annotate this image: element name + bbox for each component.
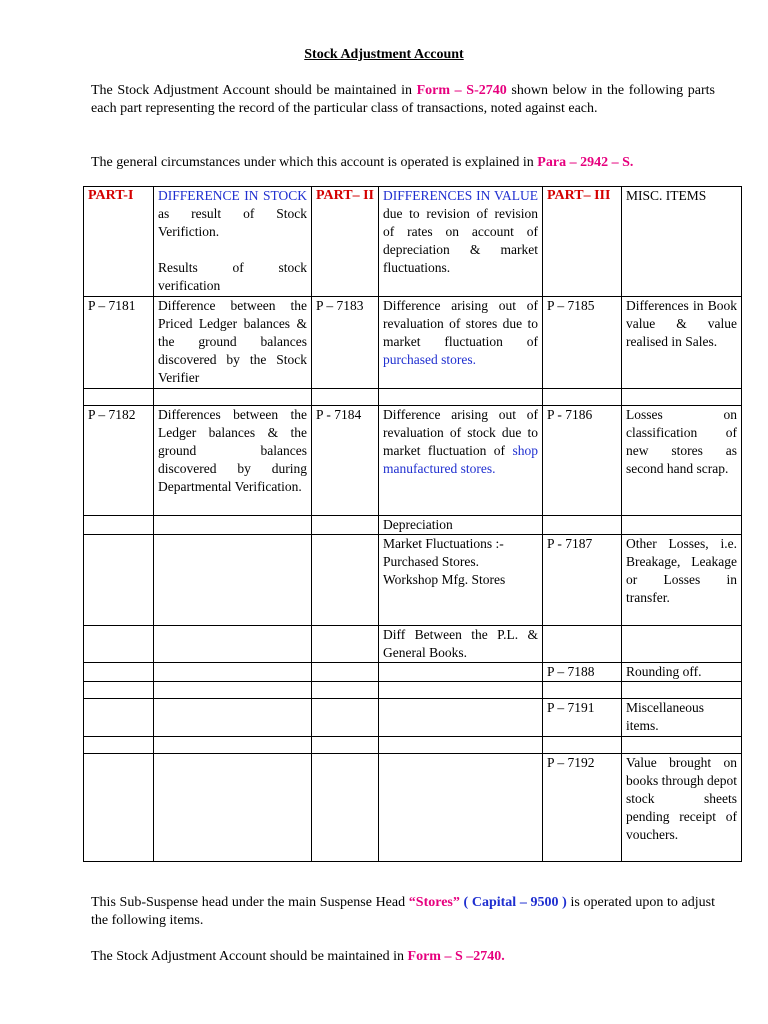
circumstances-paragraph — [91, 154, 715, 172]
description-cell: Difference arising out of revaluation of stores due to market fluctuation of purchased stores. — [379, 297, 543, 389]
table-row — [84, 406, 742, 516]
description-cell: Diff Between the P.L. & General Books. — [379, 626, 543, 663]
intro-text-after: shown below in the following parts each part representing the record of the particular class of transactions, noted against each. — [91, 83, 716, 116]
code-cell: P - 7187 — [543, 535, 622, 626]
table-row — [84, 699, 742, 737]
code-cell: P – 7183 — [312, 297, 379, 389]
description-cell: Differences between the Ledger balances & the ground balances discovered by during Departmental Verification. — [154, 406, 312, 516]
table-header-row — [84, 187, 742, 297]
description-cell: Depreciation — [379, 516, 543, 535]
document-title: Stock Adjustment Account — [304, 47, 464, 62]
description-cell: Differences in Book value & value realised in Sales. — [622, 297, 742, 389]
part-1-label: PART-I — [84, 187, 154, 297]
code-cell: P – 7182 — [84, 406, 154, 516]
part-1-description: DIFFERENCE IN STOCK as result of Stock Verifiction. Results of stock verification — [154, 187, 312, 297]
description-cell: Other Losses, i.e. Breakage, Leakage or Losses in transfer. — [622, 535, 742, 626]
part-2-description: DIFFERENCES IN VALUE due to revision of revision of rates on account of depreciation & market fluctuations. — [379, 187, 543, 297]
description-cell: Value brought on books through depot stock sheets pending receipt of vouchers. — [622, 754, 742, 862]
circumstances-para-ref: Para – 2942 – S. — [537, 155, 634, 170]
circumstances-text: The general circumstances under which this account is operated is explained in — [91, 155, 538, 170]
code-cell: P – 7181 — [84, 297, 154, 389]
description-cell: Losses on classification of new stores as second hand scrap. — [622, 406, 742, 516]
description-cell: Miscellaneous items. — [622, 699, 742, 737]
intro-paragraph — [91, 82, 715, 118]
table-row — [84, 754, 742, 862]
closing-paragraph: The Stock Adjustment Account should be maintained in Form – S –2740. — [91, 949, 505, 964]
table-row — [84, 682, 742, 699]
code-cell: P – 7188 — [543, 663, 622, 682]
description-cell: Difference arising out of revaluation of stock due to market fluctuation of shop manufactured stores. — [379, 406, 543, 516]
description-cell: Difference between the Priced Ledger balances & the ground balances discovered by the Stock Verifier — [154, 297, 312, 389]
description-cell: Market Fluctuations :- Purchased Stores. Workshop Mfg. Stores — [379, 535, 543, 626]
intro-text-before: The Stock Adjustment Account should be maintained in — [91, 83, 417, 98]
subsuspense-paragraph: This Sub-Suspense head under the main Suspense Head “Stores” ( Capital – 9500 ) is operated upon to adjust the following items. — [91, 895, 715, 928]
code-cell: P - 7186 — [543, 406, 622, 516]
part-3-description: MISC. ITEMS — [622, 187, 742, 297]
stores-ref: “Stores” — [408, 895, 460, 910]
table-row — [84, 737, 742, 754]
code-cell: P – 7185 — [543, 297, 622, 389]
stock-adjustment-table — [83, 186, 742, 862]
code-cell: P – 7191 — [543, 699, 622, 737]
code-cell: P – 7192 — [543, 754, 622, 862]
part-3-label: PART– III — [543, 187, 622, 297]
table-row — [84, 535, 742, 626]
table-row — [84, 516, 742, 535]
table-row — [84, 626, 742, 663]
closing-form-ref: Form – S –2740. — [407, 949, 505, 964]
table-row — [84, 297, 742, 389]
intro-form-ref: Form – S-2740 — [416, 83, 507, 98]
code-cell: P - 7184 — [312, 406, 379, 516]
table-row — [84, 389, 742, 406]
description-cell: Rounding off. — [622, 663, 742, 682]
table-row — [84, 663, 742, 682]
part-2-label: PART– II — [312, 187, 379, 297]
capital-ref: ( Capital – 9500 ) — [459, 895, 567, 910]
